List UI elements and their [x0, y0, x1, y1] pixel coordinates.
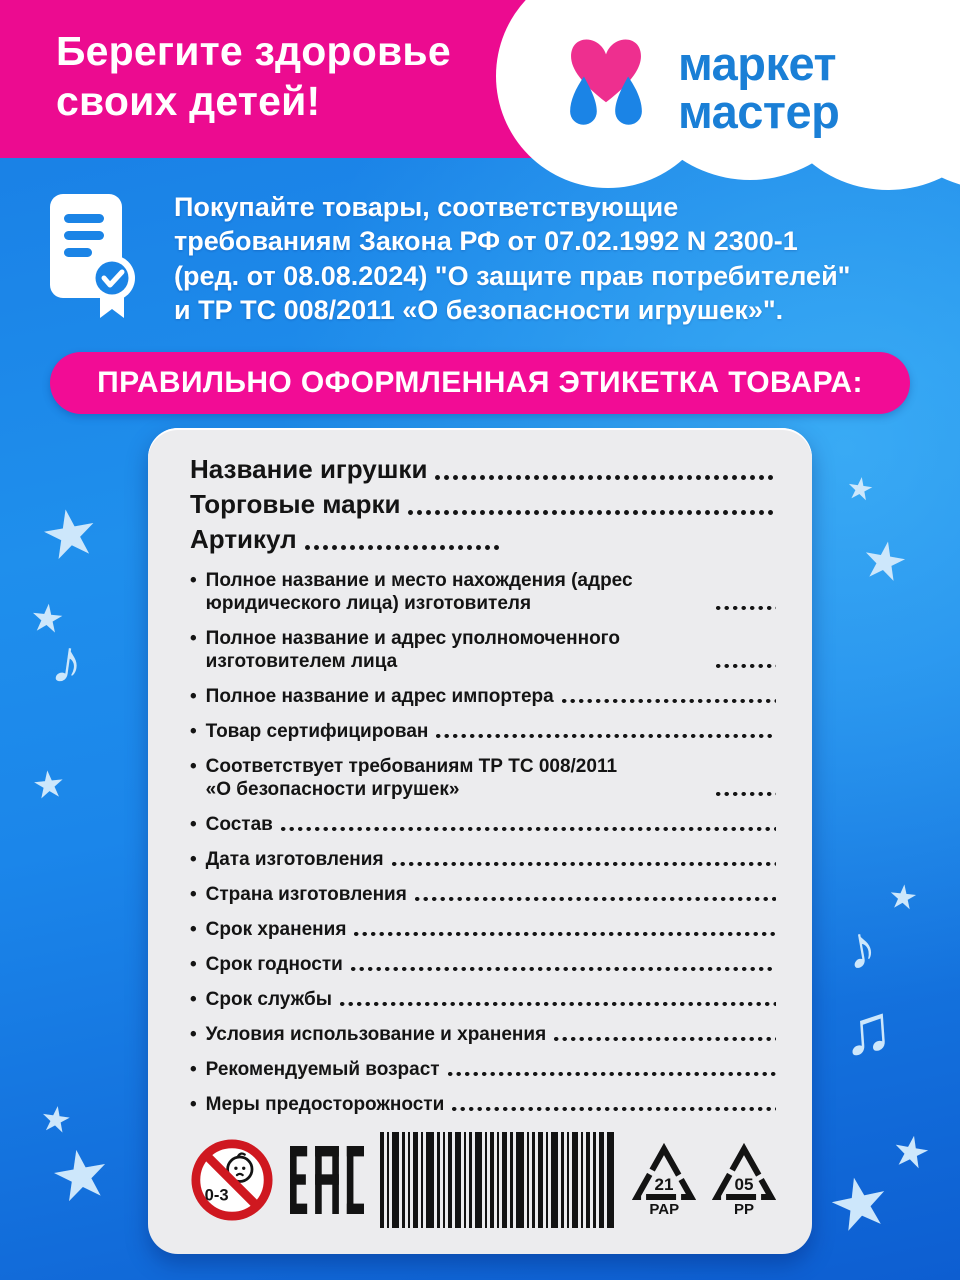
bullet-icon	[190, 848, 197, 871]
star-icon	[889, 883, 918, 915]
recycle-triangle-icon	[632, 1143, 696, 1203]
star-icon	[40, 1102, 72, 1137]
barcode-bar	[408, 1132, 410, 1228]
dotted-leader	[408, 510, 776, 515]
bullet-icon	[190, 1093, 197, 1116]
barcode-bar	[475, 1132, 482, 1228]
label-requirement-text: Страна изготовления	[205, 884, 407, 905]
barcode-bar	[387, 1132, 389, 1228]
bullet-icon	[190, 569, 197, 592]
label-field-row	[190, 452, 776, 487]
barcode-bar	[516, 1132, 524, 1228]
dotted-leader	[340, 1002, 776, 1007]
label-requirement-item	[190, 883, 776, 906]
barcode-bar	[413, 1132, 418, 1228]
dotted-leader	[562, 699, 776, 704]
recycle-paper-code: PAP	[649, 1200, 680, 1218]
dotted-leader	[305, 545, 500, 550]
barcode-bar	[485, 1132, 487, 1228]
barcode-bar	[402, 1132, 405, 1228]
label-requirement-text: Меры предосторожности	[205, 1094, 445, 1115]
dotted-leader	[392, 862, 776, 867]
label-requirement-item	[190, 755, 776, 801]
eac-mark-icon	[290, 1146, 364, 1214]
dotted-leader	[435, 475, 776, 480]
bullet-icon	[190, 883, 197, 906]
label-field-name: Торговые марки	[190, 489, 401, 519]
recycle-plastic-code: PP	[733, 1200, 754, 1218]
dotted-leader	[448, 1072, 776, 1077]
barcode-bar	[572, 1132, 578, 1228]
barcode-bar	[527, 1132, 529, 1228]
label-requirement-text: Полное название и адрес импортера	[205, 686, 554, 707]
recycle-paper-mark	[632, 1143, 696, 1218]
star-icon	[49, 1142, 112, 1210]
dotted-leader	[716, 792, 776, 797]
barcode-bar	[443, 1132, 445, 1228]
bullet-icon	[190, 988, 197, 1011]
bullet-icon	[190, 685, 197, 708]
logo-word-1: маркет	[678, 37, 837, 91]
dotted-leader	[436, 734, 776, 739]
label-requirement-text: Дата изготовления	[205, 849, 384, 870]
certificate-icon	[46, 190, 138, 327]
label-card	[148, 428, 812, 1254]
music-note-icon	[841, 916, 881, 980]
music-notes-icon	[840, 994, 896, 1065]
barcode-bar	[586, 1132, 590, 1228]
label-field-name: Артикул	[190, 524, 297, 554]
market-master-logo	[560, 30, 839, 146]
barcode-bar	[448, 1132, 452, 1228]
barcode-bar	[380, 1132, 384, 1228]
label-requirement-item	[190, 685, 776, 708]
star-icon	[860, 535, 909, 587]
svg-text:21: 21	[654, 1174, 674, 1194]
label-requirement-item	[190, 988, 776, 1011]
label-requirement-text: Срок годности	[205, 954, 343, 975]
label-requirement-text: Срок хранения	[205, 919, 347, 940]
dotted-leader	[452, 1107, 776, 1112]
label-requirement-item	[190, 953, 776, 976]
label-requirement-item	[190, 1058, 776, 1081]
label-requirement-text: Соответствует требованиям ТР ТС 008/2011 «О безопасности игрушек»	[205, 756, 618, 800]
label-requirement-text: Срок службы	[205, 989, 332, 1010]
label-requirement-text: Полное название и место нахождения (адрес юридического лица) изготовителя	[205, 570, 633, 614]
svg-text:05: 05	[734, 1174, 754, 1194]
barcode-bar	[538, 1132, 543, 1228]
dotted-leader	[354, 932, 776, 937]
logo-word-2: мастер	[678, 85, 840, 138]
barcode-bar	[551, 1132, 558, 1228]
section-header-pill: ПРАВИЛЬНО ОФОРМЛЕННАЯ ЭТИКЕТКА ТОВАРА:	[50, 352, 910, 414]
label-requirements-list	[190, 569, 776, 1116]
law-notice-line: требованиям Закона РФ от 07.02.1992 N 2300-1	[174, 226, 798, 257]
barcode-bar	[426, 1132, 434, 1228]
label-requirement-item	[190, 569, 776, 615]
bullet-icon	[190, 1023, 197, 1046]
label-field-row	[190, 522, 776, 557]
law-notice-line: Покупайте товары, соответствующие	[174, 192, 679, 222]
bullet-icon	[190, 953, 197, 976]
banner-title-line: своих детей!	[56, 78, 321, 125]
dotted-leader	[415, 897, 776, 902]
svg-text:0-3: 0-3	[204, 1185, 229, 1205]
barcode-bar	[546, 1132, 548, 1228]
barcode-bar	[599, 1132, 604, 1228]
label-requirement-item	[190, 813, 776, 836]
age-warning-0-3-icon	[190, 1138, 274, 1222]
dotted-leader	[554, 1037, 776, 1042]
barcode-bar	[421, 1132, 423, 1228]
barcode-bar	[497, 1132, 499, 1228]
label-field-row	[190, 487, 776, 522]
label-requirement-item	[190, 720, 776, 743]
barcode-bar	[593, 1132, 596, 1228]
recycle-plastic-mark	[712, 1143, 776, 1218]
music-note-icon	[48, 630, 87, 696]
market-master-logo-icon	[560, 30, 652, 146]
barcode-bar	[502, 1132, 507, 1228]
barcode-bar	[464, 1132, 466, 1228]
label-requirement-text: Рекомендуемый возраст	[205, 1059, 440, 1080]
label-requirement-item	[190, 627, 776, 673]
logo-wordmark	[678, 37, 840, 138]
barcode-bar	[607, 1132, 614, 1228]
barcode-bar	[490, 1132, 494, 1228]
barcode-bar	[455, 1132, 461, 1228]
bullet-icon	[190, 1058, 197, 1081]
dotted-leader	[351, 967, 776, 972]
banner-title	[56, 26, 451, 126]
dotted-leader	[716, 664, 776, 669]
bullet-icon	[190, 918, 197, 941]
label-requirement-item	[190, 1093, 776, 1116]
dotted-leader	[281, 827, 776, 832]
dotted-leader	[716, 606, 776, 611]
barcode	[380, 1132, 617, 1228]
label-requirement-text: Полное название и адрес уполномоченного изготовителем лица	[205, 628, 620, 672]
barcode-bar	[392, 1132, 399, 1228]
label-title-fields	[190, 452, 776, 557]
star-icon	[891, 1131, 931, 1174]
recycle-triangle-icon	[712, 1143, 776, 1203]
label-requirement-text: Состав	[205, 814, 273, 835]
label-requirement-item	[190, 918, 776, 941]
banner-title-line: Берегите здоровье	[56, 28, 451, 74]
bullet-icon	[190, 627, 197, 650]
law-notice-line: и ТР ТС 008/2011 «О безопасности игрушек»".	[174, 294, 784, 325]
barcode-bar	[469, 1132, 472, 1228]
label-requirement-item	[190, 848, 776, 871]
star-icon	[39, 502, 100, 568]
label-field-name: Название игрушки	[190, 454, 428, 484]
label-requirement-item	[190, 1023, 776, 1046]
label-requirement-text: Товар сертифицирован	[205, 721, 429, 742]
star-icon	[32, 767, 65, 803]
bullet-icon	[190, 813, 197, 836]
logo-cloud	[468, 0, 960, 224]
star-icon	[846, 474, 874, 504]
barcode-bar	[561, 1132, 564, 1228]
conformity-marks-row	[190, 1132, 776, 1228]
star-icon	[826, 1169, 893, 1241]
label-requirement-text: Условия использование и хранения	[205, 1024, 547, 1045]
barcode-bar	[581, 1132, 583, 1228]
barcode-bar	[532, 1132, 535, 1228]
barcode-bar	[567, 1132, 569, 1228]
law-notice-line: (ред. от 08.08.2024) "О защите прав потребителей"	[174, 260, 851, 291]
bullet-icon	[190, 755, 197, 778]
bullet-icon	[190, 720, 197, 743]
barcode-bar	[437, 1132, 440, 1228]
barcode-bar	[510, 1132, 513, 1228]
